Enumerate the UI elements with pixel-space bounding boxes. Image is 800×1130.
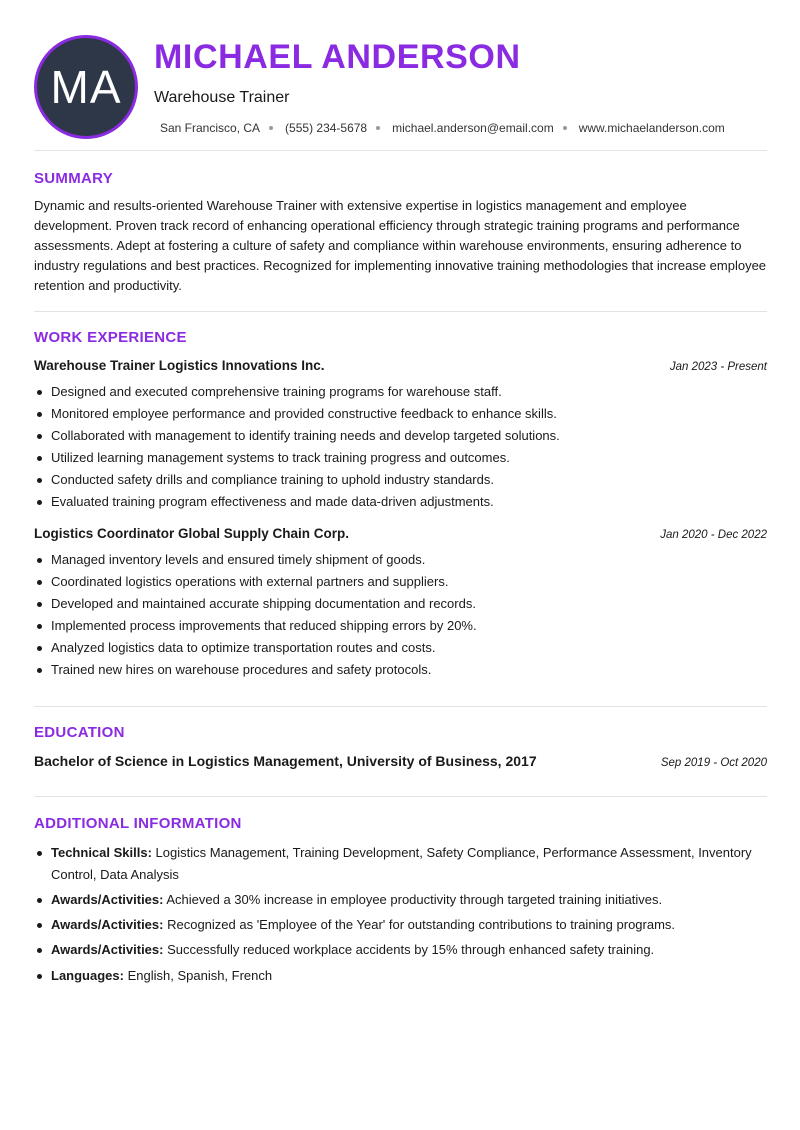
list-item [34, 965, 767, 987]
list-item: Designed and executed comprehensive training programs for warehouse staff. [34, 381, 767, 403]
work-experience-heading: WORK EXPERIENCE [34, 329, 187, 346]
item-label: Awards/Activities: [51, 942, 164, 957]
avatar [34, 35, 138, 139]
avatar-initials: MA [50, 61, 122, 113]
education-heading: EDUCATION [34, 724, 125, 741]
job-bullets [34, 381, 767, 513]
separator-dot-icon [376, 126, 380, 130]
list-item: Developed and maintained accurate shipping documentation and records. [34, 593, 767, 615]
item-label: Languages: [51, 968, 124, 983]
additional-info-heading: ADDITIONAL INFORMATION [34, 815, 242, 832]
list-item [34, 914, 767, 936]
list-item: Collaborated with management to identify training needs and develop targeted solutions. [34, 425, 767, 447]
item-label: Technical Skills: [51, 845, 152, 860]
job-date: Jan 2020 - Dec 2022 [660, 529, 767, 541]
separator-dot-icon [563, 126, 567, 130]
separator-dot-icon [269, 126, 273, 130]
contact-email[interactable]: michael.anderson@email.com [392, 121, 554, 135]
contact-line [160, 121, 725, 135]
contact-website[interactable]: www.michaelanderson.com [578, 121, 725, 135]
list-item [34, 842, 767, 886]
list-item: Managed inventory levels and ensured timely shipment of goods. [34, 549, 767, 571]
list-item: Conducted safety drills and compliance training to uphold industry standards. [34, 469, 767, 491]
job-role: Logistics Coordinator Global Supply Chain Corp. [34, 526, 350, 541]
item-text: Recognized as 'Employee of the Year' for outstanding contributions to training programs. [167, 917, 676, 932]
job-header [34, 358, 767, 373]
list-item: Trained new hires on warehouse procedures and safety protocols. [34, 659, 767, 681]
job-role: Warehouse Trainer Logistics Innovations Inc. [34, 358, 325, 373]
job-date: Jan 2023 - Present [669, 361, 767, 373]
item-text: Successfully reduced workplace accidents by 15% through enhanced safety training. [167, 942, 655, 957]
section-divider [34, 150, 767, 151]
job-header [34, 526, 767, 541]
additional-info-list [34, 842, 767, 990]
item-text: English, Spanish, French [127, 968, 273, 983]
education-date: Sep 2019 - Oct 2020 [660, 757, 767, 769]
list-item [34, 889, 767, 911]
list-item [34, 939, 767, 961]
education-entry [34, 753, 767, 769]
list-item: Implemented process improvements that reduced shipping errors by 20%. [34, 615, 767, 637]
list-item: Evaluated training program effectiveness and made data-driven adjustments. [34, 491, 767, 513]
job-bullets [34, 549, 767, 681]
degree: Bachelor of Science in Logistics Management, University of Business, 2017 [34, 753, 537, 769]
list-item: Coordinated logistics operations with external partners and suppliers. [34, 571, 767, 593]
candidate-name: MICHAEL ANDERSON [154, 38, 521, 76]
item-label: Awards/Activities: [51, 892, 164, 907]
item-text: Achieved a 30% increase in employee productivity through targeted training initiatives. [166, 892, 663, 907]
section-divider [34, 706, 767, 707]
job-title: Warehouse Trainer [154, 89, 290, 106]
list-item: Utilized learning management systems to track training progress and outcomes. [34, 447, 767, 469]
item-label: Awards/Activities: [51, 917, 164, 932]
section-divider [34, 311, 767, 312]
summary-text: Dynamic and results-oriented Warehouse Trainer with extensive expertise in logistics management and employee development. Proven track record of enhancing operational efficiency through strategic training programs and performance assessments. Adept at fostering a culture of safety and compliance within warehouse environments, ensuring adherence to industry regulations and best practices. Recognized for implementing innovative training methodologies that increase employee retention and productivity. [34, 198, 767, 293]
list-item: Analyzed logistics data to optimize transportation routes and costs. [34, 637, 767, 659]
item-text: Logistics Management, Training Development, Safety Compliance, Performance Assessment, Inventory Control, Data Analysis [51, 845, 752, 882]
contact-location: San Francisco, CA [160, 121, 261, 135]
list-item: Monitored employee performance and provided constructive feedback to enhance skills. [34, 403, 767, 425]
contact-phone: (555) 234-5678 [285, 121, 368, 135]
summary-heading: SUMMARY [34, 170, 114, 187]
section-divider [34, 796, 767, 797]
